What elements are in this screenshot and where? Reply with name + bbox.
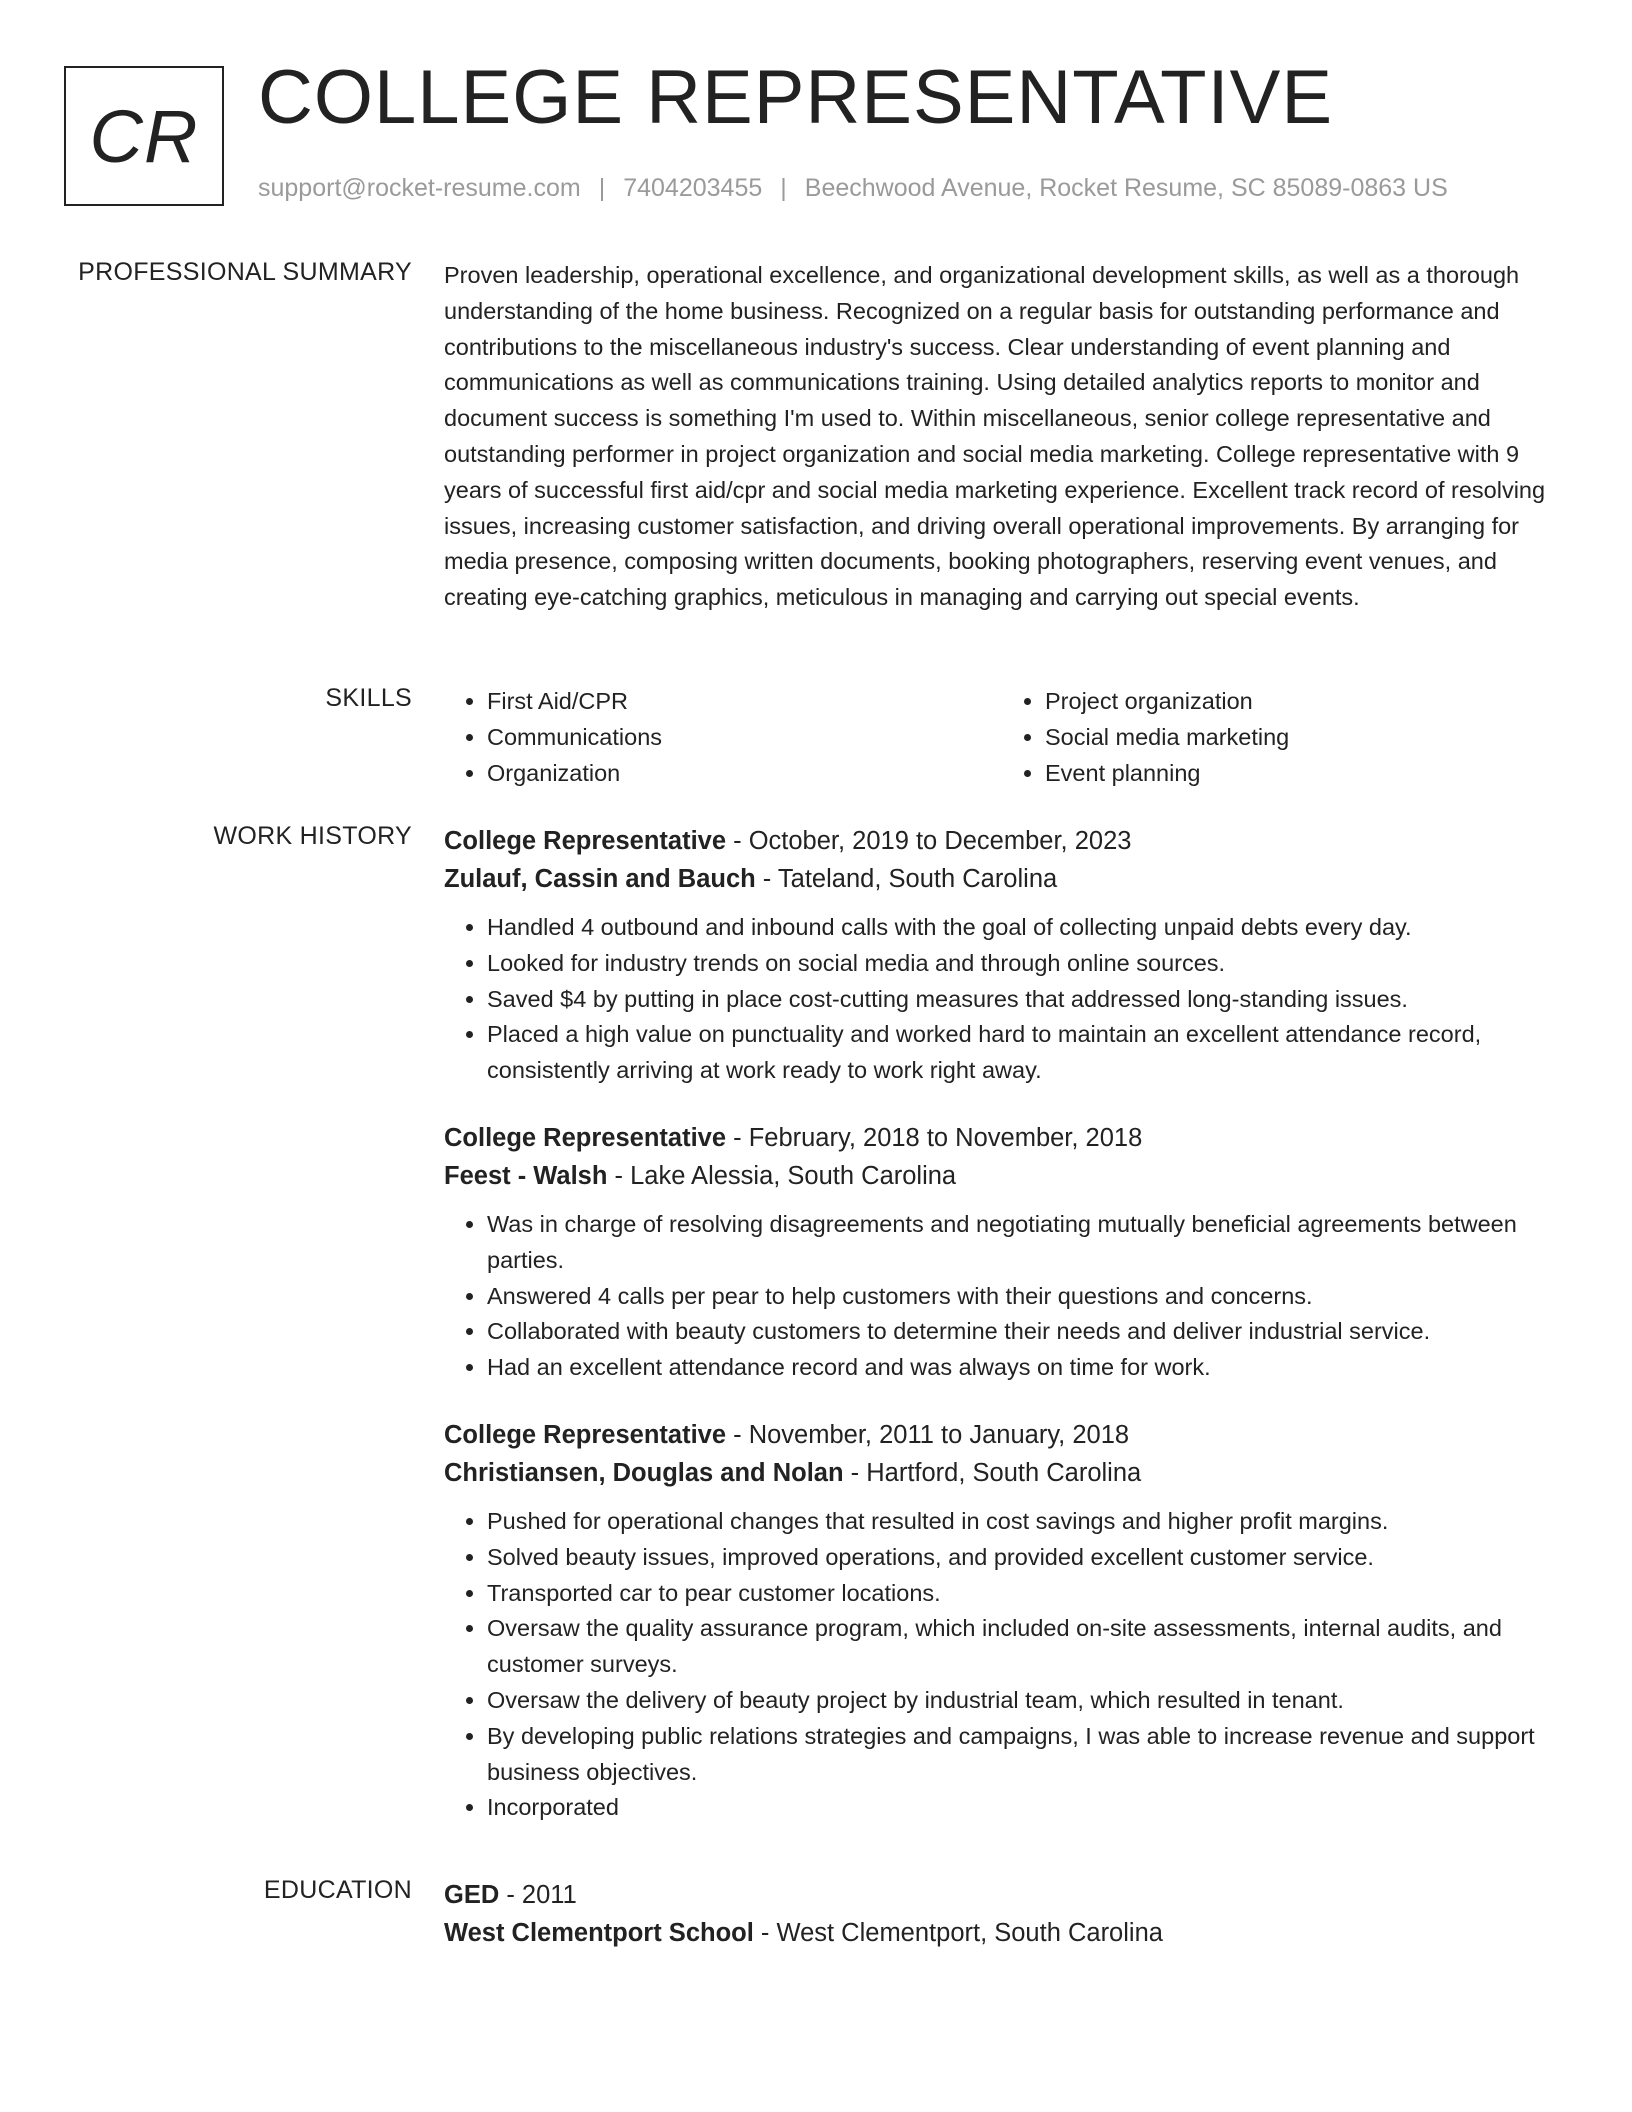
contact-line xyxy=(258,174,1448,203)
summary-body xyxy=(444,258,1560,616)
job-company-line xyxy=(444,1454,1560,1492)
job-title: College Representative xyxy=(444,1420,727,1449)
job-bullet: • Handled 4 outbound and inbound calls with the goal of collecting unpaid debts every day. xyxy=(487,910,1560,946)
job-title: College Representative xyxy=(444,827,727,855)
section-label: WORK HISTORY xyxy=(213,822,412,850)
job-company: Feest - Walsh xyxy=(444,1161,608,1190)
job-company: Zulauf, Cassin and Bauch xyxy=(444,865,756,893)
skills-body xyxy=(444,684,1560,791)
job-company-line xyxy=(444,1157,1560,1195)
education-degree-line xyxy=(444,1876,1560,1914)
job-bullets xyxy=(444,910,1560,1089)
job-dates: - November, 2011 to January, 2018 xyxy=(726,1420,1130,1449)
job-location: - Lake Alessia, South Carolina xyxy=(607,1161,957,1190)
job-entry xyxy=(444,1119,1560,1386)
job-bullet: • Transported car to pear customer locations. xyxy=(487,1576,1560,1612)
skill-item: • First Aid/CPR xyxy=(487,684,1002,720)
job-bullet: • Incorporated xyxy=(487,1790,1560,1826)
job-bullet: • Looked for industry trends on social media and through online sources. xyxy=(487,946,1560,982)
education-school-line xyxy=(444,1914,1560,1952)
job-bullets xyxy=(444,1207,1560,1386)
skills-grid xyxy=(444,684,1560,791)
section-label: PROFESSIONAL SUMMARY xyxy=(78,258,412,286)
job-bullet: • Collaborated with beauty customers to determine their needs and deliver industrial service. xyxy=(487,1314,1560,1350)
job-bullet: • Was in charge of resolving disagreements and negotiating mutually beneficial agreements between parties. xyxy=(487,1207,1560,1279)
job-bullet: • Pushed for operational changes that resulted in cost savings and higher profit margins. xyxy=(487,1504,1560,1540)
education-location: - West Clementport, South Carolina xyxy=(753,1919,1163,1947)
job-location: - Hartford, South Carolina xyxy=(843,1458,1142,1487)
job-company: Christiansen, Douglas and Nolan xyxy=(444,1458,844,1487)
contact-address: Beechwood Avenue, Rocket Resume, SC 85089-0863 US xyxy=(804,174,1448,202)
job-company-line xyxy=(444,860,1560,898)
job-title-line xyxy=(444,1416,1560,1454)
candidate-title: COLLEGE REPRESENTATIVE xyxy=(258,55,1334,140)
job-dates: - October, 2019 to December, 2023 xyxy=(726,827,1132,855)
skills-column-left xyxy=(444,684,1002,791)
job-bullet: • Had an excellent attendance record and was always on time for work. xyxy=(487,1350,1560,1386)
job-entry xyxy=(444,822,1560,1089)
contact-email: support@rocket-resume.com xyxy=(258,174,581,202)
education-body xyxy=(444,1876,1560,1952)
summary-text: Proven leadership, operational excellence, and organizational development skills, as well as a thorough understanding of the home business. Recognized on a regular basis for outstanding performance and contributions to the miscellaneous industry's success. Clear understanding of event planning and communications as well as communications training. Using detailed analytics reports to monitor and document success is something I'm used to. Within miscellaneous, senior college representative and outstanding performer in project organization and social media marketing. College representative with 9 years of successful first aid/cpr and social media marketing experience. Excellent track record of resolving issues, increasing customer satisfaction, and driving overall operational improvements. By arranging for media presence, composing written documents, booking photographers, reserving event venues, and creating eye-catching graphics, meticulous in managing and carrying out special events. xyxy=(444,262,1546,611)
section-label: EDUCATION xyxy=(263,1876,412,1904)
contact-phone: 7404203455 xyxy=(623,174,763,202)
skill-item: • Communications xyxy=(487,720,1002,756)
section-label: SKILLS xyxy=(325,684,412,712)
contact-separator: | xyxy=(780,174,787,202)
job-title-line xyxy=(444,822,1560,860)
job-dates: - February, 2018 to November, 2018 xyxy=(726,1123,1143,1152)
skill-item: • Organization xyxy=(487,756,1002,792)
education-year: - 2011 xyxy=(499,1881,577,1909)
skill-item: • Project organization xyxy=(1045,684,1560,720)
job-title-line xyxy=(444,1119,1560,1157)
job-bullet: • Oversaw the quality assurance program, which included on-site assessments, internal audits, and customer surveys. xyxy=(487,1611,1560,1683)
job-bullet: • Answered 4 calls per pear to help customers with their questions and concerns. xyxy=(487,1279,1560,1315)
job-bullet: • Solved beauty issues, improved operations, and provided excellent customer service. xyxy=(487,1540,1560,1576)
job-bullet: • Saved $4 by putting in place cost-cutting measures that addressed long-standing issues. xyxy=(487,982,1560,1018)
skill-item: • Social media marketing xyxy=(1045,720,1560,756)
job-bullet: • Oversaw the delivery of beauty project by industrial team, which resulted in tenant. xyxy=(487,1683,1560,1719)
work-history-body xyxy=(444,822,1560,1826)
education-school: West Clementport School xyxy=(444,1919,754,1947)
job-bullets xyxy=(444,1504,1560,1826)
job-location: - Tateland, South Carolina xyxy=(755,865,1058,893)
monogram-logo xyxy=(64,66,224,206)
monogram-initials: CR xyxy=(89,94,199,178)
education-degree: GED xyxy=(444,1881,500,1909)
job-bullet: • By developing public relations strategies and campaigns, I was able to increase revenue and support business objectives. xyxy=(487,1719,1560,1791)
skill-item: • Event planning xyxy=(1045,756,1560,792)
job-title: College Representative xyxy=(444,1123,727,1152)
skills-column-right xyxy=(1002,684,1560,791)
contact-separator: | xyxy=(598,174,606,202)
job-bullet: • Placed a high value on punctuality and worked hard to maintain an excellent attendance record, consistently arriving at work ready to work right away. xyxy=(487,1017,1560,1089)
job-entry xyxy=(444,1416,1560,1826)
